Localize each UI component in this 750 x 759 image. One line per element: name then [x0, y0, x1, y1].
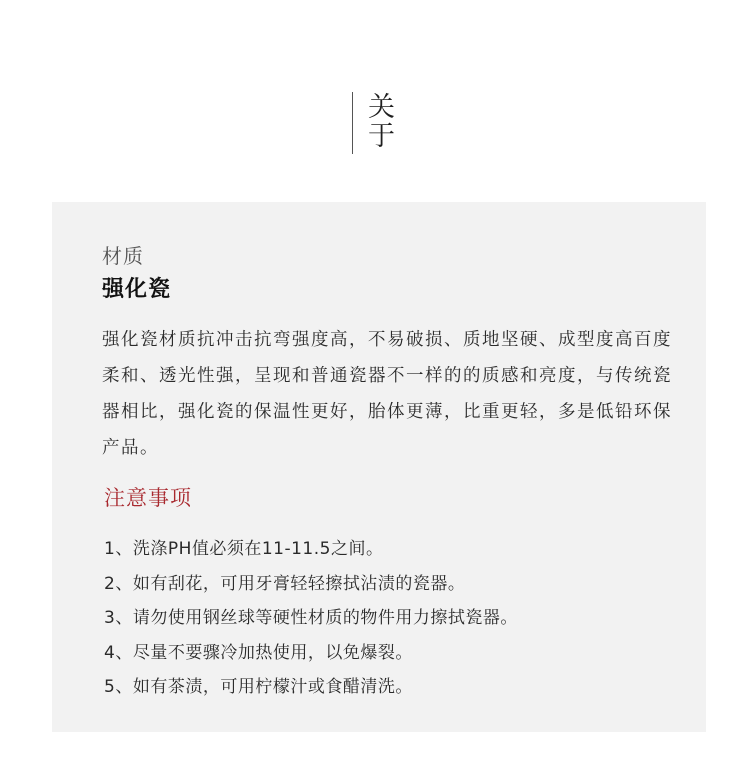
material-name: 强化瓷 — [102, 277, 172, 302]
list-item: 2、如有刮花，可用牙膏轻轻擦拭沾渍的瓷器。 — [104, 573, 466, 594]
material-label: 材质 — [102, 244, 144, 268]
notes-title: 注意事项 — [104, 486, 192, 510]
list-item: 1、洗涤PH值必须在11-11.5之间。 — [104, 539, 384, 559]
list-item: 5、如有茶渍，可用柠檬汁或食醋清洗。 — [104, 677, 413, 697]
notes-list — [104, 532, 518, 705]
info-panel — [52, 202, 706, 732]
page-header — [352, 92, 393, 154]
list-item: 3、请勿使用钢丝球等硬性材质的物件用力擦拭瓷器。 — [104, 608, 518, 628]
list-item: 4、尽量不要骤冷加热使用，以免爆裂。 — [104, 642, 413, 663]
header-divider — [352, 92, 353, 154]
header-title: 关于 — [363, 92, 394, 150]
material-description: 强化瓷材质抗冲击抗弯强度高，不易破损、质地坚硬、成型度高百度柔和、透光性强，呈现和普通瓷器不一样的的质感和亮度，与传统瓷器相比，强化瓷的保温性更好，胎体更薄，比重更轻，多是低铅环保产品。 — [102, 330, 672, 458]
